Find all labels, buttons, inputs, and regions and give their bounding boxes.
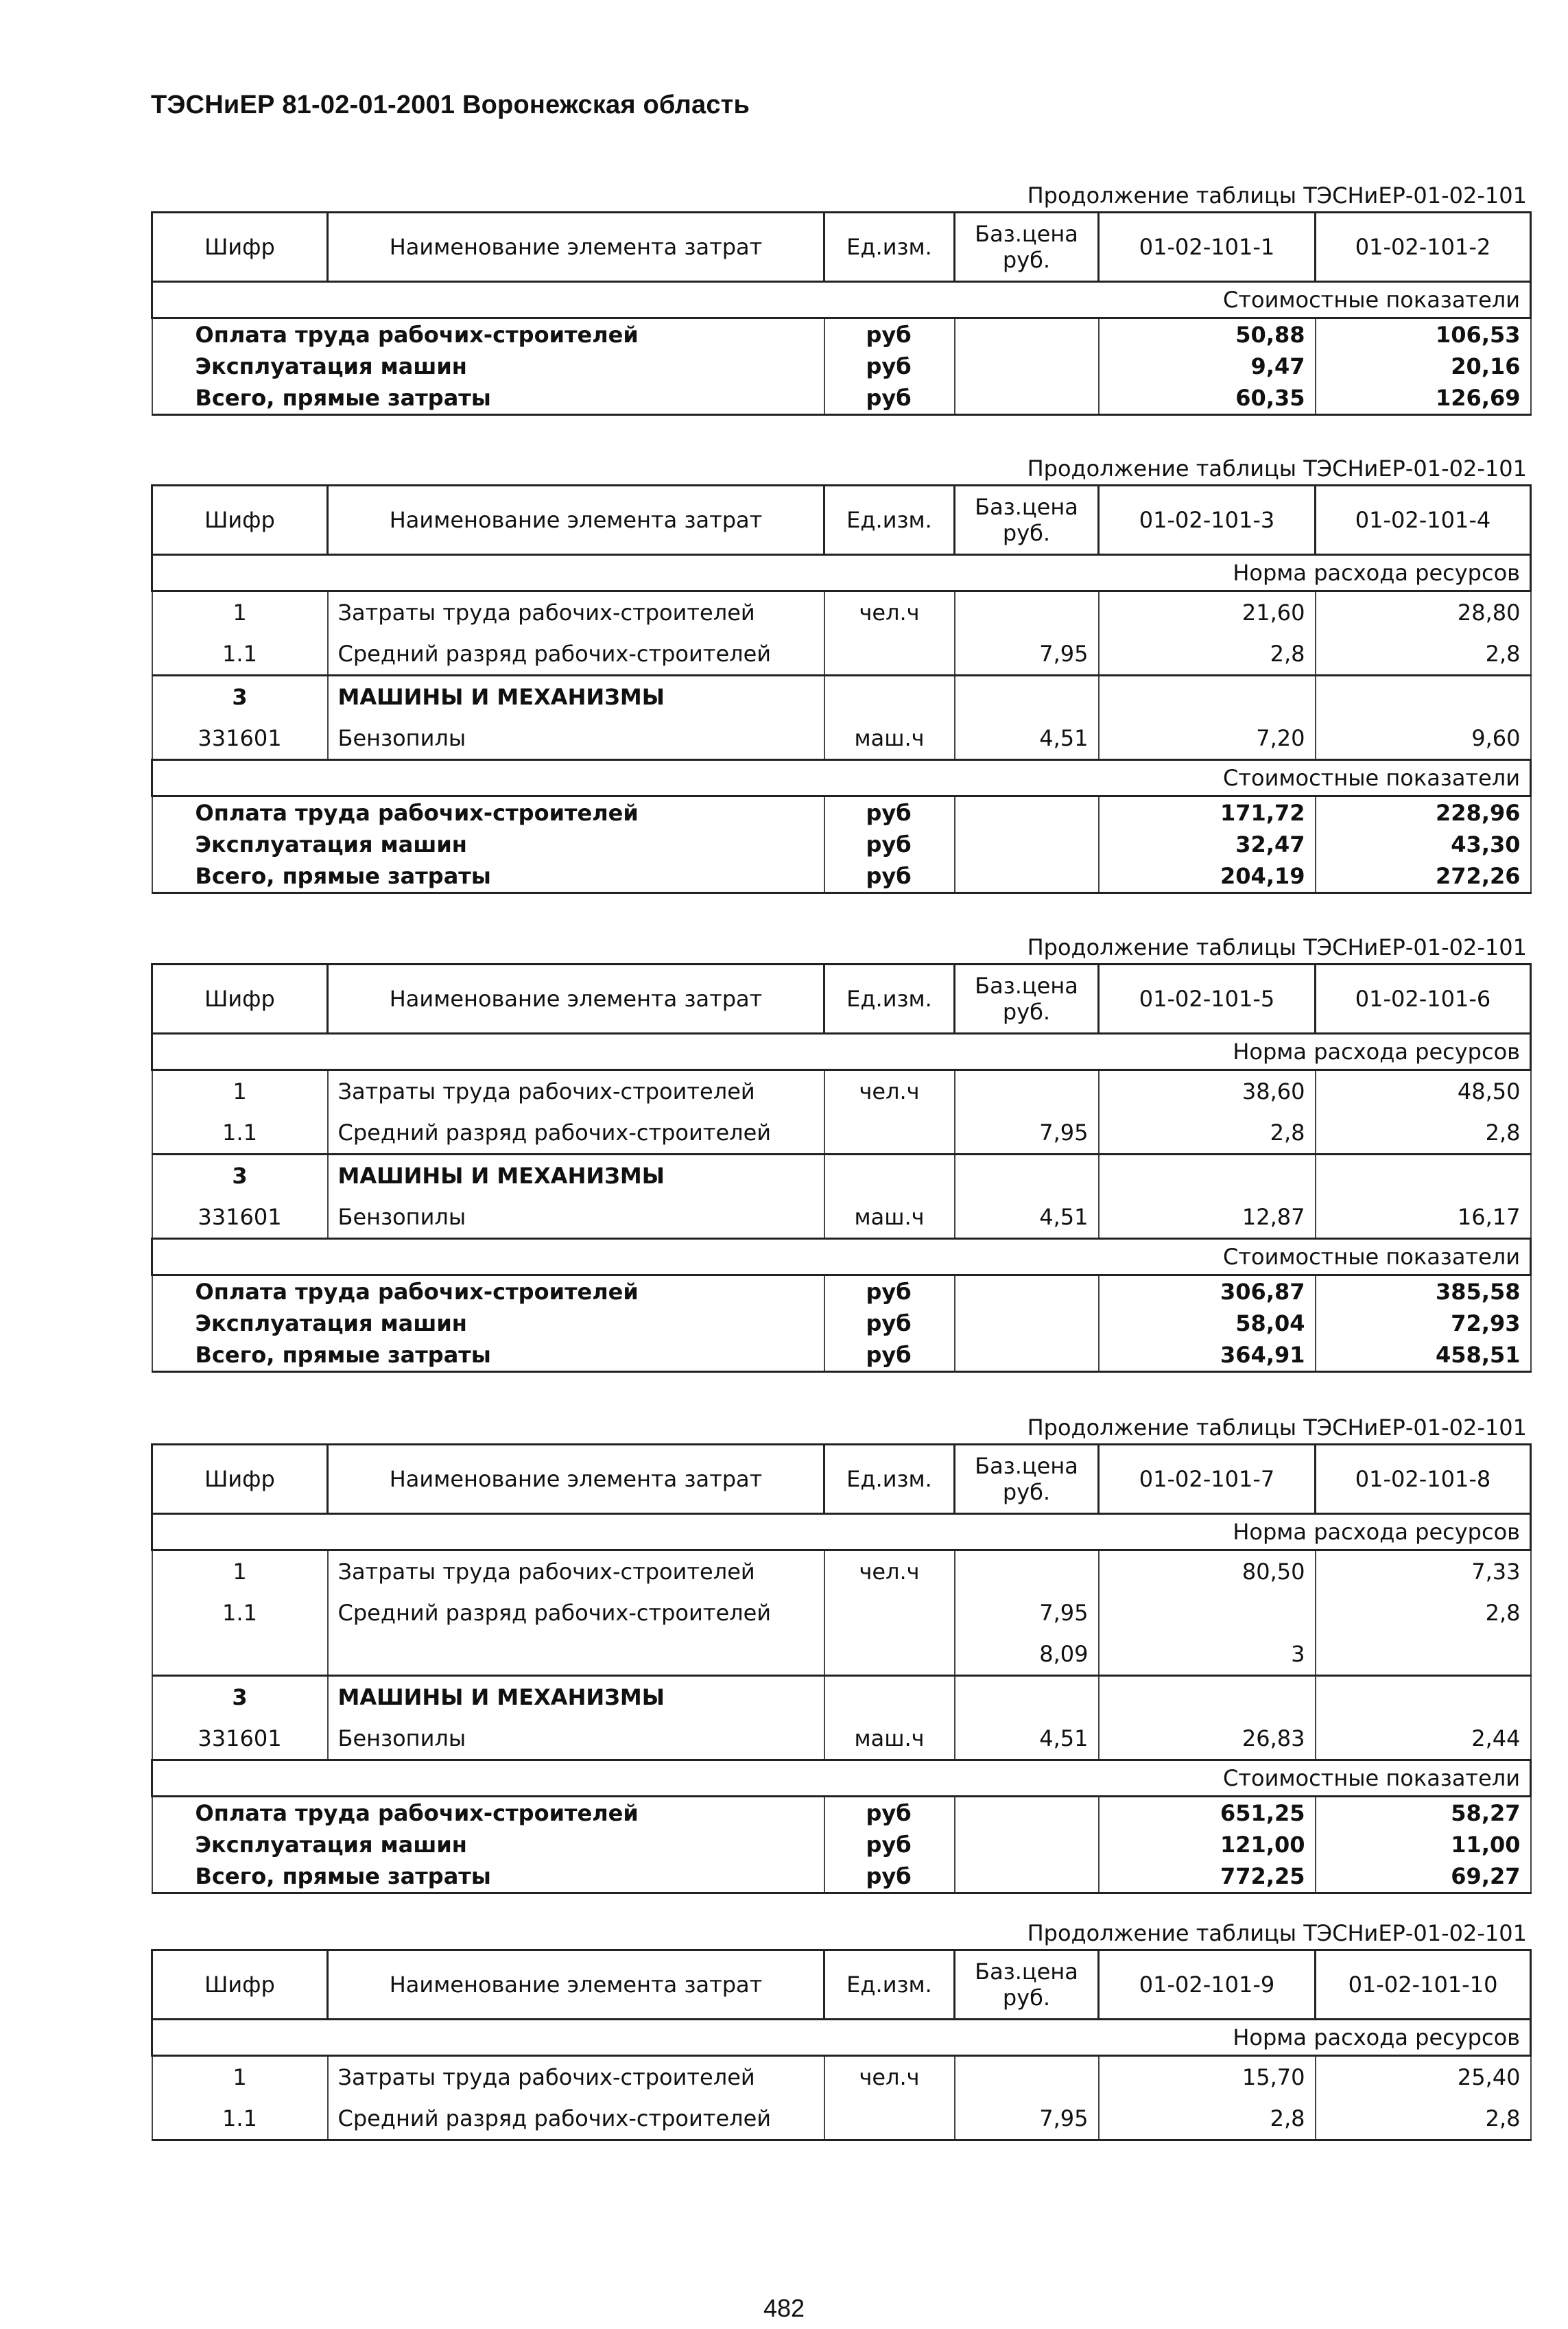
cell-value-a: 38,60	[1099, 1070, 1316, 1113]
resource-table	[151, 211, 1532, 416]
resource-table-block	[151, 180, 1530, 416]
total-value-b: 43,30	[1316, 829, 1531, 860]
cell-value-b: 9,60	[1316, 718, 1531, 760]
table-row	[152, 1676, 1531, 1718]
cell-value-a: 2,8	[1099, 633, 1316, 676]
total-value-a: 60,35	[1099, 382, 1316, 415]
cell-price	[955, 1070, 1099, 1113]
total-value-a: 50,88	[1099, 318, 1316, 351]
header-price-line1: Баз.цена	[975, 221, 1078, 247]
cell-value-b	[1316, 676, 1531, 718]
header-norm-b: 01-02-101-8	[1316, 1445, 1531, 1514]
cell-unit: чел.ч	[824, 1550, 955, 1593]
resource-table-block	[151, 1917, 1530, 2141]
total-unit: руб	[824, 1308, 955, 1339]
cell-code: 1	[152, 591, 328, 634]
total-value-b: 20,16	[1316, 351, 1531, 382]
header-price-line2: руб.	[1002, 999, 1051, 1025]
total-label: Всего, прямые затраты	[152, 382, 824, 415]
page-number: 482	[763, 2294, 805, 2322]
total-value-a: 32,47	[1099, 829, 1316, 860]
header-unit: Ед.изм.	[824, 213, 955, 282]
total-value-b: 106,53	[1316, 318, 1531, 351]
header-price-line1: Баз.цена	[975, 494, 1078, 520]
total-label: Эксплуатация машин	[152, 1829, 824, 1860]
header-norm-a: 01-02-101-9	[1099, 1950, 1316, 2020]
cell-unit	[824, 676, 955, 718]
section-row-norm	[152, 1034, 1531, 1070]
table-row	[152, 1196, 1531, 1239]
header-row	[152, 965, 1531, 1034]
cell-value-b: 2,8	[1316, 1112, 1531, 1155]
cell-code: 331601	[152, 1196, 328, 1239]
header-name: Наименование элемента затрат	[328, 1445, 824, 1514]
total-row	[152, 382, 1531, 415]
table-row	[152, 718, 1531, 760]
header-unit: Ед.изм.	[824, 1445, 955, 1514]
cell-name: МАШИНЫ И МЕХАНИЗМЫ	[328, 1155, 824, 1197]
table-row	[152, 1550, 1531, 1593]
cell-price: 7,95	[955, 1592, 1099, 1633]
total-label: Всего, прямые затраты	[152, 860, 824, 893]
total-value-b: 385,58	[1316, 1275, 1531, 1308]
total-label: Всего, прямые затраты	[152, 1339, 824, 1372]
total-label: Оплата труда рабочих-строителей	[152, 318, 824, 351]
header-unit: Ед.изм.	[824, 965, 955, 1034]
header-name: Наименование элемента затрат	[328, 213, 824, 282]
total-label: Всего, прямые затраты	[152, 1860, 824, 1893]
cell-price: 4,51	[955, 1196, 1099, 1239]
cell-unit	[824, 633, 955, 676]
header-code: Шифр	[152, 965, 328, 1034]
section-norm-label: Норма расхода ресурсов	[152, 2020, 1531, 2056]
section-row-norm	[152, 2020, 1531, 2056]
total-value-a: 121,00	[1099, 1829, 1316, 1860]
cell-unit: чел.ч	[824, 1070, 955, 1113]
total-row	[152, 351, 1531, 382]
header-norm-b: 01-02-101-4	[1316, 486, 1531, 555]
total-row	[152, 1308, 1531, 1339]
header-price	[955, 965, 1099, 1034]
total-unit: руб	[824, 860, 955, 893]
total-price	[955, 382, 1099, 415]
header-price-line2: руб.	[1002, 520, 1051, 546]
table-caption: Продолжение таблицы ТЭСНиЕР-01-02-101	[1027, 934, 1527, 960]
cell-price: 7,95	[955, 633, 1099, 676]
table-caption: Продолжение таблицы ТЭСНиЕР-01-02-101	[1027, 456, 1527, 482]
header-price-line2: руб.	[1002, 247, 1051, 273]
section-row-cost	[152, 760, 1531, 796]
resource-table	[151, 484, 1532, 894]
table-row	[152, 1592, 1531, 1633]
total-unit: руб	[824, 1797, 955, 1830]
cell-name: Средний разряд рабочих-строителей	[328, 1592, 824, 1633]
total-price	[955, 1829, 1099, 1860]
total-label: Оплата труда рабочих-строителей	[152, 1797, 824, 1830]
total-price	[955, 796, 1099, 829]
total-value-a: 772,25	[1099, 1860, 1316, 1893]
cell-value-a: 12,87	[1099, 1196, 1316, 1239]
total-price	[955, 1308, 1099, 1339]
cell-price: 8,09	[955, 1633, 1099, 1676]
cell-price: 4,51	[955, 1718, 1099, 1760]
header-norm-a: 01-02-101-1	[1099, 213, 1316, 282]
total-row	[152, 1797, 1531, 1830]
cell-value-a	[1099, 1592, 1316, 1633]
total-price	[955, 1275, 1099, 1308]
total-label: Эксплуатация машин	[152, 351, 824, 382]
table-row	[152, 2056, 1531, 2099]
section-cost-label: Стоимостные показатели	[152, 1239, 1531, 1275]
total-label: Эксплуатация машин	[152, 1308, 824, 1339]
cell-unit	[824, 1633, 955, 1676]
total-price	[955, 1860, 1099, 1893]
header-norm-b: 01-02-101-10	[1316, 1950, 1531, 2020]
total-price	[955, 829, 1099, 860]
total-row	[152, 1860, 1531, 1893]
section-norm-label: Норма расхода ресурсов	[152, 1514, 1531, 1550]
cell-name: Средний разряд рабочих-строителей	[328, 633, 824, 676]
total-unit: руб	[824, 382, 955, 415]
cell-value-a: 21,60	[1099, 591, 1316, 634]
cell-price: 7,95	[955, 1112, 1099, 1155]
header-price-line1: Баз.цена	[975, 1959, 1078, 1985]
header-price-line1: Баз.цена	[975, 973, 1078, 999]
cell-code	[152, 1633, 328, 1676]
section-cost-label: Стоимостные показатели	[152, 760, 1531, 796]
cell-value-b: 2,8	[1316, 2098, 1531, 2140]
cell-price	[955, 1676, 1099, 1718]
total-value-b: 272,26	[1316, 860, 1531, 893]
total-value-a: 364,91	[1099, 1339, 1316, 1372]
cell-unit	[824, 1155, 955, 1197]
section-cost-label: Стоимостные показатели	[152, 1760, 1531, 1797]
cell-code: 1.1	[152, 1592, 328, 1633]
total-value-b: 126,69	[1316, 382, 1531, 415]
total-row	[152, 1829, 1531, 1860]
cell-value-a	[1099, 1676, 1316, 1718]
cell-price	[955, 676, 1099, 718]
cell-value-b: 2,8	[1316, 1592, 1531, 1633]
cell-value-b: 48,50	[1316, 1070, 1531, 1113]
total-value-b: 11,00	[1316, 1829, 1531, 1860]
total-row	[152, 1275, 1531, 1308]
cell-value-a: 2,8	[1099, 2098, 1316, 2140]
cell-value-b	[1316, 1676, 1531, 1718]
table-row	[152, 1633, 1531, 1676]
header-unit: Ед.изм.	[824, 486, 955, 555]
table-caption: Продолжение таблицы ТЭСНиЕР-01-02-101	[1027, 182, 1527, 209]
header-norm-a: 01-02-101-7	[1099, 1445, 1316, 1514]
cell-code: 1.1	[152, 633, 328, 676]
table-row	[152, 1112, 1531, 1155]
cell-code: 1.1	[152, 1112, 328, 1155]
total-row	[152, 829, 1531, 860]
cell-value-b: 2,44	[1316, 1718, 1531, 1760]
header-row	[152, 213, 1531, 282]
total-label: Оплата труда рабочих-строителей	[152, 1275, 824, 1308]
cell-code: 331601	[152, 718, 328, 760]
cell-price	[955, 1550, 1099, 1593]
cell-value-a	[1099, 1155, 1316, 1197]
cell-value-a: 26,83	[1099, 1718, 1316, 1760]
cell-price	[955, 1155, 1099, 1197]
table-row	[152, 1718, 1531, 1760]
table-row	[152, 1070, 1531, 1113]
table-row	[152, 1155, 1531, 1197]
cell-unit	[824, 2098, 955, 2140]
cell-unit: чел.ч	[824, 591, 955, 634]
header-row	[152, 1950, 1531, 2020]
cell-value-a: 3	[1099, 1633, 1316, 1676]
cell-value-a: 15,70	[1099, 2056, 1316, 2099]
section-row-cost	[152, 1239, 1531, 1275]
total-price	[955, 351, 1099, 382]
header-price-line2: руб.	[1002, 1985, 1051, 2011]
cell-name: Затраты труда рабочих-строителей	[328, 1070, 824, 1113]
cell-value-b	[1316, 1633, 1531, 1676]
total-row	[152, 1339, 1531, 1372]
cell-name: Затраты труда рабочих-строителей	[328, 591, 824, 634]
section-row-cost	[152, 1760, 1531, 1797]
cell-value-b	[1316, 1155, 1531, 1197]
resource-table-block	[151, 453, 1530, 894]
header-norm-a: 01-02-101-5	[1099, 965, 1316, 1034]
total-price	[955, 1797, 1099, 1830]
cell-code: 1.1	[152, 2098, 328, 2140]
total-unit: руб	[824, 829, 955, 860]
header-price-line1: Баз.цена	[975, 1453, 1078, 1479]
total-value-b: 69,27	[1316, 1860, 1531, 1893]
header-norm-b: 01-02-101-2	[1316, 213, 1531, 282]
total-value-a: 171,72	[1099, 796, 1316, 829]
total-value-a: 651,25	[1099, 1797, 1316, 1830]
table-row	[152, 676, 1531, 718]
cell-value-b: 2,8	[1316, 633, 1531, 676]
header-name: Наименование элемента затрат	[328, 486, 824, 555]
resource-table	[151, 1443, 1532, 1894]
total-price	[955, 1339, 1099, 1372]
cell-unit: маш.ч	[824, 1718, 955, 1760]
header-row	[152, 486, 1531, 555]
page-title: ТЭСНиЕР 81-02-01-2001 Воронежская область	[151, 91, 750, 119]
resource-table	[151, 1949, 1532, 2141]
cell-name: Бензопилы	[328, 1718, 824, 1760]
total-unit: руб	[824, 1829, 955, 1860]
cell-value-b: 16,17	[1316, 1196, 1531, 1239]
cell-name: Бензопилы	[328, 1196, 824, 1239]
header-code: Шифр	[152, 486, 328, 555]
resource-table-block	[151, 1412, 1530, 1894]
cell-name	[328, 1633, 824, 1676]
cell-name: МАШИНЫ И МЕХАНИЗМЫ	[328, 676, 824, 718]
cell-unit	[824, 1676, 955, 1718]
cell-value-b: 7,33	[1316, 1550, 1531, 1593]
cell-value-a: 7,20	[1099, 718, 1316, 760]
total-row	[152, 318, 1531, 351]
total-unit: руб	[824, 1860, 955, 1893]
cell-price	[955, 2056, 1099, 2099]
header-price	[955, 1950, 1099, 2020]
header-price	[955, 1445, 1099, 1514]
cell-code: 1	[152, 1550, 328, 1593]
header-norm-a: 01-02-101-3	[1099, 486, 1316, 555]
cell-name: Бензопилы	[328, 718, 824, 760]
total-unit: руб	[824, 1339, 955, 1372]
section-norm-label: Норма расхода ресурсов	[152, 1034, 1531, 1070]
total-label: Оплата труда рабочих-строителей	[152, 796, 824, 829]
header-price	[955, 213, 1099, 282]
cell-value-a: 80,50	[1099, 1550, 1316, 1593]
table-row	[152, 2098, 1531, 2140]
total-unit: руб	[824, 1275, 955, 1308]
cell-name: МАШИНЫ И МЕХАНИЗМЫ	[328, 1676, 824, 1718]
header-norm-b: 01-02-101-6	[1316, 965, 1531, 1034]
total-value-a: 204,19	[1099, 860, 1316, 893]
cell-name: Затраты труда рабочих-строителей	[328, 1550, 824, 1593]
cell-name: Средний разряд рабочих-строителей	[328, 2098, 824, 2140]
resource-table	[151, 963, 1532, 1373]
cell-code: 3	[152, 1155, 328, 1197]
total-unit: руб	[824, 351, 955, 382]
table-caption: Продолжение таблицы ТЭСНиЕР-01-02-101	[1027, 1920, 1527, 1946]
section-cost-label: Стоимостные показатели	[152, 282, 1531, 318]
cell-name: Средний разряд рабочих-строителей	[328, 1112, 824, 1155]
header-name: Наименование элемента затрат	[328, 1950, 824, 2020]
total-price	[955, 318, 1099, 351]
header-code: Шифр	[152, 1445, 328, 1514]
cell-code: 1	[152, 1070, 328, 1113]
header-name: Наименование элемента затрат	[328, 965, 824, 1034]
resource-table-block	[151, 932, 1530, 1373]
section-norm-label: Норма расхода ресурсов	[152, 555, 1531, 591]
header-price-line2: руб.	[1002, 1479, 1051, 1505]
total-unit: руб	[824, 796, 955, 829]
total-value-b: 72,93	[1316, 1308, 1531, 1339]
header-row	[152, 1445, 1531, 1514]
cell-code: 1	[152, 2056, 328, 2099]
total-value-a: 9,47	[1099, 351, 1316, 382]
section-row-norm	[152, 555, 1531, 591]
cell-price: 4,51	[955, 718, 1099, 760]
total-value-b: 58,27	[1316, 1797, 1531, 1830]
cell-value-a	[1099, 676, 1316, 718]
cell-value-b: 28,80	[1316, 591, 1531, 634]
header-price	[955, 486, 1099, 555]
total-price	[955, 860, 1099, 893]
cell-unit	[824, 1112, 955, 1155]
table-row	[152, 591, 1531, 634]
cell-price	[955, 591, 1099, 634]
table-caption: Продолжение таблицы ТЭСНиЕР-01-02-101	[1027, 1415, 1527, 1441]
cell-unit: маш.ч	[824, 718, 955, 760]
total-value-a: 58,04	[1099, 1308, 1316, 1339]
total-row	[152, 796, 1531, 829]
total-unit: руб	[824, 318, 955, 351]
cell-value-a: 2,8	[1099, 1112, 1316, 1155]
cell-value-b: 25,40	[1316, 2056, 1531, 2099]
table-row	[152, 633, 1531, 676]
section-row-norm	[152, 1514, 1531, 1550]
cell-name: Затраты труда рабочих-строителей	[328, 2056, 824, 2099]
total-value-a: 306,87	[1099, 1275, 1316, 1308]
cell-unit: чел.ч	[824, 2056, 955, 2099]
cell-code: 3	[152, 676, 328, 718]
cell-price: 7,95	[955, 2098, 1099, 2140]
cell-unit: маш.ч	[824, 1196, 955, 1239]
total-value-b: 458,51	[1316, 1339, 1531, 1372]
header-unit: Ед.изм.	[824, 1950, 955, 2020]
cell-code: 3	[152, 1676, 328, 1718]
cell-code: 331601	[152, 1718, 328, 1760]
header-code: Шифр	[152, 213, 328, 282]
cell-unit	[824, 1592, 955, 1633]
header-code: Шифр	[152, 1950, 328, 2020]
total-label: Эксплуатация машин	[152, 829, 824, 860]
total-value-b: 228,96	[1316, 796, 1531, 829]
section-row-cost	[152, 282, 1531, 318]
total-row	[152, 860, 1531, 893]
